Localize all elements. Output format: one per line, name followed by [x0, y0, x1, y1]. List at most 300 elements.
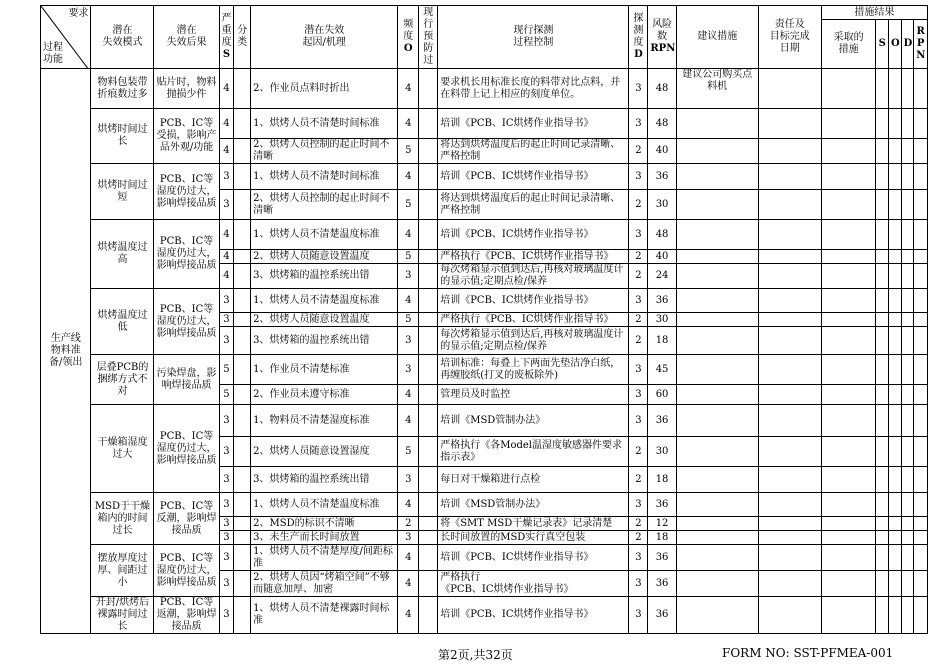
action-taken-cell [821, 467, 876, 493]
cause-cell: 2、烘烤人员控制的起止时间不清晰 [251, 139, 398, 164]
severity-cell: 4 [219, 69, 234, 109]
result-o-cell [889, 220, 902, 250]
cause-header: 潜在失效 起因/机理 [251, 6, 398, 69]
result-d-cell [901, 467, 914, 493]
table-row [41, 220, 928, 250]
result-rpn-header: R P N [914, 20, 928, 69]
failure-effect-cell: PCB、IC等受损，影响产品外观/功能 [154, 109, 219, 164]
action-taken-cell [821, 313, 876, 327]
severity-cell: 4 [219, 109, 234, 139]
responsibility-cell [758, 264, 821, 289]
action-taken-cell [821, 109, 876, 139]
detection-control-cell: 长时间放置的MSD实行真空包装 [438, 531, 629, 545]
detection-control-cell: 培训《MSD管制办法》 [438, 493, 629, 517]
severity-cell: 3 [219, 327, 234, 355]
class-cell [234, 571, 251, 597]
failure-effect-cell: 贴片时，物料抛损少件 [154, 69, 219, 109]
rpn-cell: 48 [648, 69, 676, 109]
severity-cell: 3 [219, 493, 234, 517]
cause-cell: 2、烘烤人员随意设置温度 [251, 250, 398, 264]
recommended-action-cell [676, 493, 758, 517]
severity-cell: 3 [219, 531, 234, 545]
result-s-cell [876, 139, 889, 164]
detection-control-cell: 将达到烘烤温度后的起止时间记录清晰、严格控制 [438, 139, 629, 164]
occurrence-cell: 4 [398, 571, 419, 597]
detection-cell: 3 [629, 109, 648, 139]
responsibility-cell [758, 355, 821, 385]
result-d-cell [901, 139, 914, 164]
recommended-action-cell [676, 190, 758, 220]
class-cell [234, 264, 251, 289]
responsibility-cell [758, 385, 821, 405]
occurrence-cell: 5 [398, 139, 419, 164]
cause-cell: 1、烘烤人员不清楚温度标准 [251, 493, 398, 517]
action-taken-cell [821, 517, 876, 531]
prevention-cell [419, 327, 438, 355]
rpn-cell: 45 [648, 355, 676, 385]
result-d-cell [901, 405, 914, 437]
recommended-action-cell [676, 517, 758, 531]
detection-control-cell: 要求机长用标准长度的料带对比点料，并在料带上记上相应的刻度单位。 [438, 69, 629, 109]
prevention-cell [419, 571, 438, 597]
result-s-cell [876, 289, 889, 313]
class-cell [234, 327, 251, 355]
result-o-cell [889, 69, 902, 109]
detection-control-cell: 培训《MSD管制办法》 [438, 405, 629, 437]
occurrence-cell: 4 [398, 405, 419, 437]
result-rpn-cell [914, 327, 928, 355]
occurrence-cell: 3 [398, 264, 419, 289]
cause-cell: 1、烘烤人员不清楚温度标准 [251, 220, 398, 250]
result-o-cell [889, 164, 902, 190]
detection-control-cell: 将《SMT MSD干燥记录表》记录清楚 [438, 517, 629, 531]
table-row [41, 597, 928, 634]
detection-control-cell: 培训《PCB、IC烘烤作业指导书》 [438, 164, 629, 190]
prevention-cell [419, 467, 438, 493]
result-d-cell [901, 437, 914, 467]
prevention-cell [419, 355, 438, 385]
result-rpn-cell [914, 289, 928, 313]
detection-cell: 2 [629, 264, 648, 289]
result-s-header: S [876, 20, 889, 69]
rpn-cell: 36 [648, 289, 676, 313]
result-rpn-cell [914, 220, 928, 250]
result-rpn-cell [914, 69, 928, 109]
recommended-action-cell [676, 164, 758, 190]
result-o-cell [889, 385, 902, 405]
rpn-cell: 60 [648, 385, 676, 405]
failure-mode-cell: 烘烤时间过长 [91, 109, 154, 164]
responsibility-cell [758, 327, 821, 355]
prevention-cell [419, 405, 438, 437]
rpn-cell: 30 [648, 190, 676, 220]
detection-cell: 3 [629, 69, 648, 109]
requirement-label: 要求 [68, 8, 89, 19]
rpn-cell: 18 [648, 327, 676, 355]
class-cell [234, 467, 251, 493]
detection-control-cell: 管理员及时监控 [438, 385, 629, 405]
class-cell [234, 355, 251, 385]
responsibility-cell [758, 139, 821, 164]
responsibility-cell [758, 571, 821, 597]
rpn-cell: 40 [648, 250, 676, 264]
responsibility-cell [758, 405, 821, 437]
result-rpn-cell [914, 250, 928, 264]
detection-control-cell: 培训《PCB、IC烘烤作业指导书》 [438, 289, 629, 313]
result-rpn-cell [914, 531, 928, 545]
detection-cell: 3 [629, 385, 648, 405]
prevention-cell [419, 109, 438, 139]
result-s-cell [876, 531, 889, 545]
result-rpn-cell [914, 437, 928, 467]
result-s-cell [876, 164, 889, 190]
result-o-cell [889, 327, 902, 355]
result-o-cell [889, 190, 902, 220]
table-row [41, 289, 928, 313]
cause-cell: 2、MSD的标识不清晰 [251, 517, 398, 531]
recommended-action-cell [676, 597, 758, 634]
responsibility-cell [758, 289, 821, 313]
occurrence-cell: 5 [398, 313, 419, 327]
recommended-action-cell [676, 467, 758, 493]
cause-cell: 1、烘烤人员不清楚时间标准 [251, 109, 398, 139]
failure-effect-cell: PCB、IC等返潮，影响焊接品质 [154, 597, 219, 634]
rpn-cell: 48 [648, 220, 676, 250]
detection-control-cell: 培训《PCB、IC烘烤作业指导书》 [438, 109, 629, 139]
responsibility-cell [758, 313, 821, 327]
occurrence-cell: 5 [398, 437, 419, 467]
detection-cell: 3 [629, 164, 648, 190]
failure-mode-cell: 开封/烘烤后裸露时间过长 [91, 597, 154, 634]
result-o-cell [889, 264, 902, 289]
result-s-cell [876, 190, 889, 220]
severity-cell: 4 [219, 139, 234, 164]
recommended-action-cell [676, 531, 758, 545]
recommended-action-cell: 建议公司购买点料机 [676, 69, 758, 109]
result-s-cell [876, 467, 889, 493]
rpn-cell: 36 [648, 571, 676, 597]
result-d-cell [901, 109, 914, 139]
result-d-cell [901, 264, 914, 289]
class-cell [234, 545, 251, 571]
prevention-cell [419, 545, 438, 571]
prevention-cell [419, 517, 438, 531]
result-o-cell [889, 139, 902, 164]
failure-effect-cell: 污染焊盘，影响焊接品质 [154, 355, 219, 405]
cause-cell: 3、烘烤箱的温控系统出错 [251, 264, 398, 289]
class-cell [234, 493, 251, 517]
cause-cell: 2、作业员未遵守标准 [251, 385, 398, 405]
class-cell [234, 385, 251, 405]
detection-control-cell: 每次烤箱显示值到达后,再核对玻璃温度计的显示值;定期点检/保养 [438, 264, 629, 289]
detection-cell: 2 [629, 250, 648, 264]
action-taken-cell [821, 289, 876, 313]
severity-cell: 4 [219, 220, 234, 250]
failure-mode-cell: 层叠PCB的捆绑方式不对 [91, 355, 154, 405]
class-cell [234, 517, 251, 531]
result-rpn-cell [914, 493, 928, 517]
action-taken-cell [821, 571, 876, 597]
failure-effect-header: 潜在 失效后果 [154, 6, 219, 69]
prevention-cell [419, 69, 438, 109]
detection-cell: 3 [629, 597, 648, 634]
result-s-cell [876, 571, 889, 597]
rpn-cell: 30 [648, 313, 676, 327]
class-cell [234, 437, 251, 467]
responsibility-cell [758, 531, 821, 545]
failure-mode-cell: 干燥箱湿度过大 [91, 405, 154, 493]
failure-mode-header: 潜在 失效模式 [91, 6, 154, 69]
result-d-cell [901, 385, 914, 405]
result-d-cell [901, 355, 914, 385]
cause-cell: 2、烘烤人员因“烤箱空间”不够而随意加厚、加密 [251, 571, 398, 597]
detection-cell: 3 [629, 545, 648, 571]
cause-cell: 3、烘烤箱的温控系统出错 [251, 327, 398, 355]
severity-cell: 4 [219, 250, 234, 264]
severity-cell: 3 [219, 545, 234, 571]
detection-cell: 2 [629, 437, 648, 467]
prevention-cell [419, 190, 438, 220]
result-rpn-cell [914, 264, 928, 289]
result-rpn-cell [914, 517, 928, 531]
detection-control-cell: 严格执行《PCB、IC烘烤作业指导书》 [438, 250, 629, 264]
result-s-cell [876, 250, 889, 264]
result-d-cell [901, 517, 914, 531]
rpn-cell: 40 [648, 139, 676, 164]
action-taken-cell [821, 531, 876, 545]
class-cell [234, 139, 251, 164]
failure-mode-cell: 烘烤温度过低 [91, 289, 154, 355]
detection-cell: 3 [629, 571, 648, 597]
result-o-cell [889, 250, 902, 264]
cause-cell: 3、烘烤箱的温控系统出错 [251, 467, 398, 493]
occurrence-cell: 4 [398, 164, 419, 190]
result-s-cell [876, 597, 889, 634]
severity-cell: 5 [219, 355, 234, 385]
responsibility-cell [758, 69, 821, 109]
result-rpn-cell [914, 467, 928, 493]
rpn-cell: 48 [648, 109, 676, 139]
detection-control-cell: 每日对干燥箱进行点检 [438, 467, 629, 493]
class-cell [234, 313, 251, 327]
table-row [41, 69, 928, 109]
detection-cell: 2 [629, 467, 648, 493]
result-d-cell [901, 597, 914, 634]
severity-header: 严 重 度 S [219, 6, 234, 69]
occurrence-cell: 3 [398, 327, 419, 355]
class-cell [234, 289, 251, 313]
detection-cell: 3 [629, 405, 648, 437]
result-s-cell [876, 109, 889, 139]
occurrence-cell: 3 [398, 531, 419, 545]
recommended-action-cell [676, 545, 758, 571]
rpn-cell: 36 [648, 597, 676, 634]
detection-control-cell: 严格执行《PCB、IC烘烤作业指导书》 [438, 313, 629, 327]
recommended-action-cell [676, 313, 758, 327]
class-cell [234, 69, 251, 109]
class-cell [234, 190, 251, 220]
rpn-cell: 18 [648, 467, 676, 493]
severity-cell: 3 [219, 190, 234, 220]
cause-cell: 2、烘烤人员随意设置湿度 [251, 437, 398, 467]
result-d-cell [901, 220, 914, 250]
result-rpn-cell [914, 139, 928, 164]
result-d-cell [901, 190, 914, 220]
prevention-cell [419, 531, 438, 545]
severity-cell: 3 [219, 467, 234, 493]
page-number: 第2页,共32页 [438, 648, 513, 662]
detection-cell: 2 [629, 139, 648, 164]
result-rpn-cell [914, 355, 928, 385]
result-s-cell [876, 493, 889, 517]
action-taken-cell [821, 139, 876, 164]
action-taken-cell [821, 545, 876, 571]
result-o-cell [889, 405, 902, 437]
class-cell [234, 531, 251, 545]
occurrence-cell: 2 [398, 517, 419, 531]
responsibility-cell [758, 467, 821, 493]
detection-cell: 2 [629, 531, 648, 545]
process-function-label: 过程 功能 [43, 42, 63, 65]
cause-cell: 1、烘烤人员不清楚裸露时间标准 [251, 597, 398, 634]
table-row [41, 164, 928, 190]
result-d-cell [901, 327, 914, 355]
recommended-action-cell [676, 289, 758, 313]
severity-cell: 3 [219, 164, 234, 190]
prevention-cell [419, 385, 438, 405]
severity-cell: 3 [219, 405, 234, 437]
detection-cell: 2 [629, 517, 648, 531]
result-rpn-cell [914, 597, 928, 634]
result-rpn-cell [914, 190, 928, 220]
table-row [41, 109, 928, 139]
recommended-action-cell [676, 264, 758, 289]
action-taken-cell [821, 597, 876, 634]
occurrence-cell: 4 [398, 545, 419, 571]
occurrence-cell: 4 [398, 289, 419, 313]
cause-cell: 1、作业员不清楚标准 [251, 355, 398, 385]
result-s-cell [876, 405, 889, 437]
result-rpn-cell [914, 164, 928, 190]
process-function-header [41, 6, 91, 69]
result-o-cell [889, 109, 902, 139]
action-taken-header: 采取的 措施 [821, 20, 876, 69]
action-taken-cell [821, 385, 876, 405]
result-s-cell [876, 545, 889, 571]
process-function-cell: 生产线 物料准 备/领出 [41, 69, 91, 634]
result-d-cell [901, 493, 914, 517]
result-o-cell [889, 517, 902, 531]
severity-cell: 3 [219, 597, 234, 634]
detection-control-cell: 培训《PCB、IC烘烤作业指导书》 [438, 545, 629, 571]
recommended-action-cell [676, 109, 758, 139]
result-s-cell [876, 220, 889, 250]
cause-cell: 2、作业员点料时折出 [251, 69, 398, 109]
class-cell [234, 250, 251, 264]
rpn-cell: 18 [648, 531, 676, 545]
responsibility-cell [758, 164, 821, 190]
failure-effect-cell: PCB、IC等湿度仍过大，影响焊接品质 [154, 545, 219, 597]
result-rpn-cell [914, 313, 928, 327]
prevention-cell [419, 139, 438, 164]
failure-effect-cell: PCB、IC等湿度仍过大，影响焊接品质 [154, 220, 219, 289]
failure-mode-cell: 摆放厚度过厚、间距过小 [91, 545, 154, 597]
action-taken-cell [821, 164, 876, 190]
class-cell [234, 164, 251, 190]
severity-cell: 3 [219, 313, 234, 327]
severity-cell: 3 [219, 571, 234, 597]
result-o-cell [889, 289, 902, 313]
occurrence-cell: 3 [398, 355, 419, 385]
detection-control-cell: 培训《PCB、IC烘烤作业指导书》 [438, 220, 629, 250]
result-o-cell [889, 493, 902, 517]
result-o-cell [889, 571, 902, 597]
detection-cell: 3 [629, 220, 648, 250]
occurrence-cell: 4 [398, 109, 419, 139]
detection-cell: 3 [629, 355, 648, 385]
rpn-cell: 36 [648, 545, 676, 571]
prevention-cell [419, 220, 438, 250]
table-row [41, 545, 928, 571]
result-d-cell [901, 545, 914, 571]
result-s-cell [876, 517, 889, 531]
detection-header: 探 测 度 D [629, 6, 648, 69]
class-cell [234, 597, 251, 634]
prevention-cell [419, 164, 438, 190]
cause-cell: 1、烘烤人员不清楚温度标准 [251, 289, 398, 313]
form-number: FORM NO: SST-PFMEA-001 [722, 646, 894, 660]
result-s-cell [876, 437, 889, 467]
responsibility-header: 责任及 目标完成 日期 [758, 6, 821, 69]
failure-mode-cell: MSD于干燥箱内的时间过长 [91, 493, 154, 545]
recommended-action-header: 建议措施 [676, 6, 758, 69]
detection-control-cell: 严格执行 《PCB、IC烘烤作业指导书》 [438, 571, 629, 597]
failure-effect-cell: PCB、IC等湿度仍过大，影响焊接品质 [154, 289, 219, 355]
failure-effect-cell: PCB、IC等湿度仍过大，影响焊接品质 [154, 405, 219, 493]
prevention-header: 现 行 预 防 过 [419, 6, 438, 69]
action-taken-cell [821, 190, 876, 220]
result-d-cell [901, 69, 914, 109]
prevention-cell [419, 250, 438, 264]
result-rpn-cell [914, 405, 928, 437]
occurrence-header: 频 度 O [398, 6, 419, 69]
occurrence-cell: 4 [398, 493, 419, 517]
detection-control-cell: 培训标准：每叠上下两面先垫洁净白纸，再缠胶纸(打叉的废板除外) [438, 355, 629, 385]
rpn-cell: 30 [648, 437, 676, 467]
prevention-cell [419, 313, 438, 327]
action-results-header: 措施结果 [821, 6, 927, 20]
result-s-cell [876, 327, 889, 355]
responsibility-cell [758, 437, 821, 467]
detection-control-cell: 严格执行《各Model温湿度敏感器件要求指示表》 [438, 437, 629, 467]
result-d-cell [901, 571, 914, 597]
pfmea-table [40, 5, 928, 634]
responsibility-cell [758, 545, 821, 571]
rpn-cell: 36 [648, 405, 676, 437]
failure-mode-cell: 物料包装带折痕数过多 [91, 69, 154, 109]
result-rpn-cell [914, 545, 928, 571]
detection-control-cell: 培训《PCB、IC烘烤作业指导书》 [438, 597, 629, 634]
occurrence-cell: 3 [398, 467, 419, 493]
recommended-action-cell [676, 220, 758, 250]
action-taken-cell [821, 437, 876, 467]
detection-cell: 3 [629, 493, 648, 517]
detection-cell: 2 [629, 190, 648, 220]
result-o-cell [889, 531, 902, 545]
occurrence-cell: 5 [398, 250, 419, 264]
action-taken-cell [821, 327, 876, 355]
recommended-action-cell [676, 437, 758, 467]
